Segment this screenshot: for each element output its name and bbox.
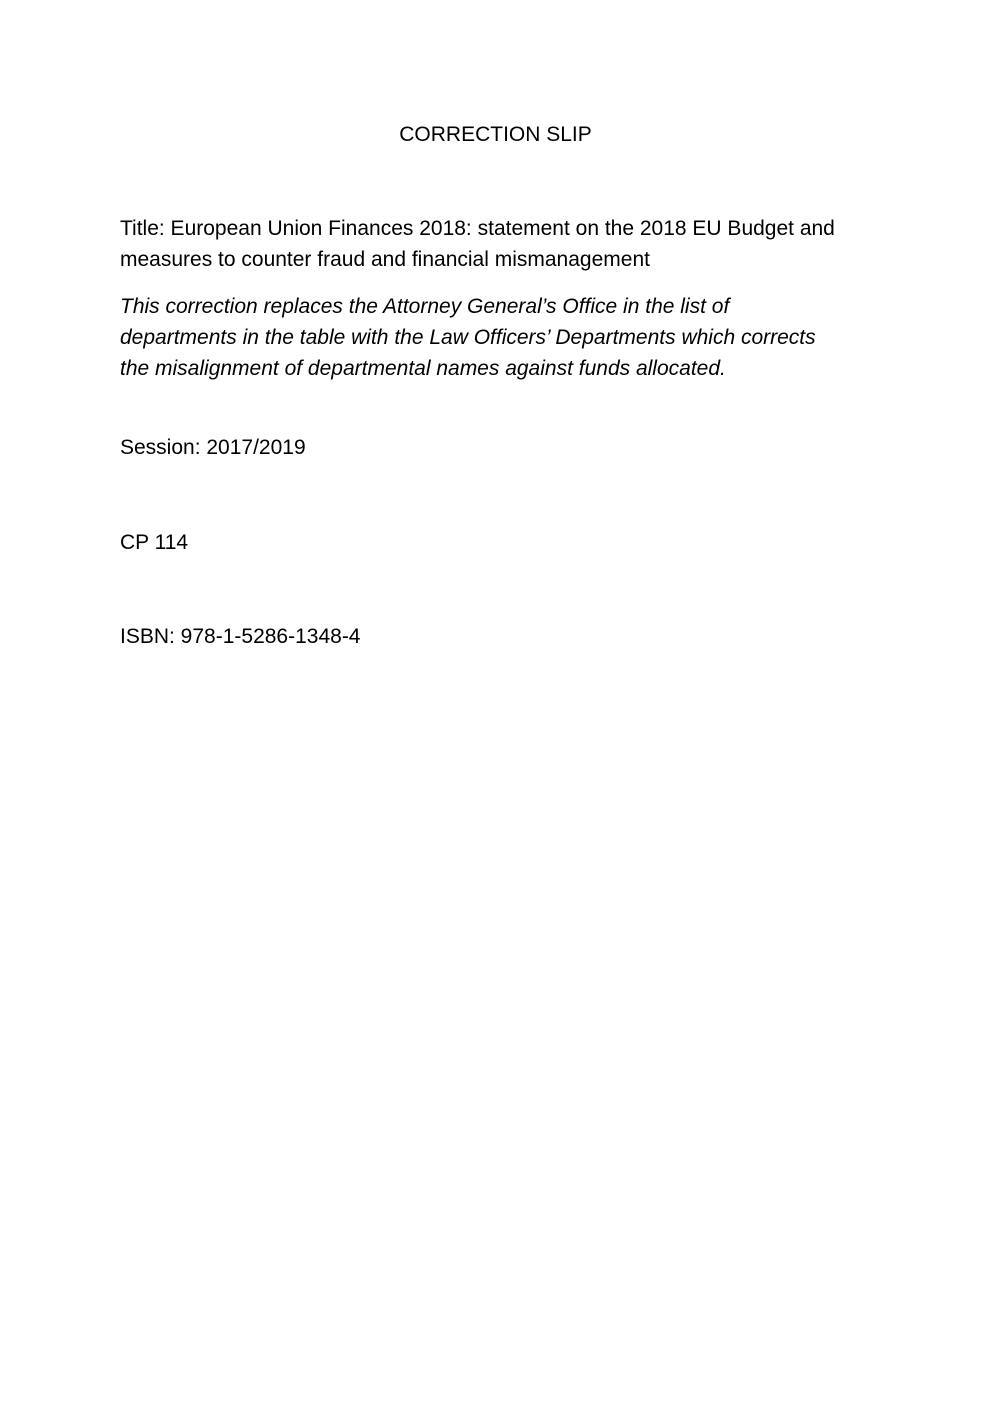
correction-note: This correction replaces the Attorney General’s Office in the list of departments in the table with the Law Officers’ Departments which corrects the misalignment of departmental names against funds allocated. bbox=[120, 295, 816, 380]
session: Session: 2017/2019 bbox=[120, 436, 306, 459]
document-heading: CORRECTION SLIP bbox=[399, 123, 592, 146]
document-title: Title: European Union Finances 2018: statement on the 2018 EU Budget and measures to counter fraud and financial mismanagement bbox=[120, 217, 835, 271]
isbn: ISBN: 978-1-5286-1348-4 bbox=[120, 625, 361, 648]
command-paper-number: CP 114 bbox=[120, 531, 189, 554]
